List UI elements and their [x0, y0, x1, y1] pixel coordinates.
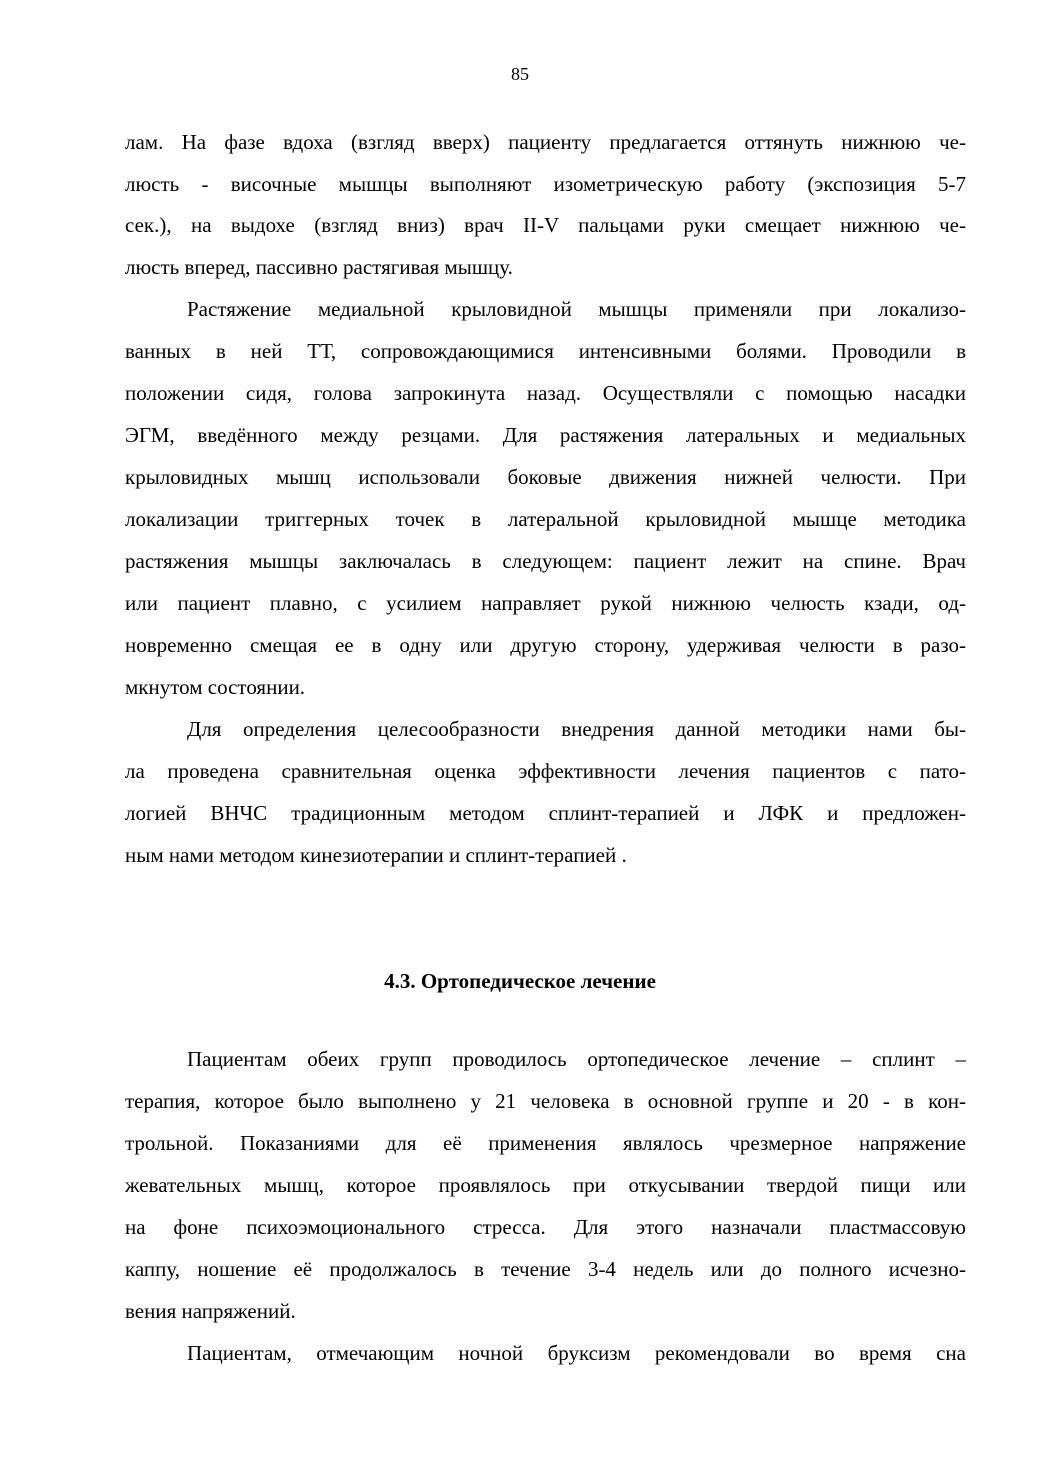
- section-paragraph-2-line-1: Пациентам, отмечающим ночной бруксизм рекомендовали во время сна: [187, 1341, 966, 1365]
- paragraph-3-line-2: ла проведена сравнительная оценка эффективности лечения пациентов с пато-: [125, 759, 966, 783]
- section-heading: 4.3. Ортопедическое лечение: [384, 969, 656, 993]
- section-paragraph-1-line-1: Пациентам обеих групп проводилось ортопедическое лечение – сплинт –: [187, 1047, 966, 1071]
- paragraph-2-line-3: положении сидя, голова запрокинута назад. Осуществляли с помощью насадки: [125, 381, 966, 405]
- paragraph-2-line-7: растяжения мышцы заключалась в следующем: пациент лежит на спине. Врач: [125, 549, 966, 573]
- paragraph-2-line-4: ЭГМ, введённого между резцами. Для растяжения латеральных и медиальных: [125, 423, 966, 447]
- paragraph-2-line-6: локализации триггерных точек в латеральной крыловидной мышце методика: [125, 507, 966, 531]
- paragraph-3-line-4: ным нами методом кинезиотерапии и сплинт-терапией .: [125, 843, 627, 867]
- paragraph-2-line-9: новременно смещая ее в одну или другую сторону, удерживая челюсти в разо-: [125, 633, 966, 657]
- section-paragraph-1-line-4: жевательных мышц, которое проявлялось при откусывании твердой пищи или: [125, 1173, 966, 1197]
- page-number: 85: [511, 64, 529, 84]
- paragraph-1-line-4: люсть вперед, пассивно растягивая мышцу.: [125, 255, 513, 279]
- paragraph-3-line-1: Для определения целесообразности внедрения данной методики нами бы-: [187, 717, 966, 741]
- section-paragraph-1-line-3: трольной. Показаниями для её применения являлось чрезмерное напряжение: [125, 1131, 966, 1155]
- paragraph-1-line-3: сек.), на выдохе (взгляд вниз) врач II-V пальцами руки смещает нижнюю че-: [125, 213, 966, 237]
- section-paragraph-1-line-2: терапия, которое было выполнено у 21 человека в основной группе и 20 - в кон-: [125, 1089, 966, 1113]
- paragraph-3-line-3: логией ВНЧС традиционным методом сплинт-терапией и ЛФК и предложен-: [125, 801, 966, 825]
- section-paragraph-1-line-6: каппу, ношение её продолжалось в течение 3-4 недель или до полного исчезно-: [125, 1257, 966, 1281]
- section-paragraph-1-line-5: на фоне психоэмоционального стресса. Для этого назначали пластмассовую: [125, 1215, 966, 1239]
- paragraph-1-line-2: люсть - височные мышцы выполняют изометрическую работу (экспозиция 5-7: [125, 172, 966, 196]
- section-paragraph-1-line-7: вения напряжений.: [125, 1299, 296, 1323]
- paragraph-2-line-2: ванных в ней ТТ, сопровождающимися интенсивными болями. Проводили в: [125, 339, 966, 363]
- paragraph-2-line-8: или пациент плавно, с усилием направляет рукой нижнюю челюсть кзади, од-: [125, 591, 966, 615]
- paragraph-2-line-1: Растяжение медиальной крыловидной мышцы применяли при локализо-: [187, 297, 966, 321]
- paragraph-2-line-10: мкнутом состоянии.: [125, 675, 306, 699]
- paragraph-1-line-1: лам. На фазе вдоха (взгляд вверх) пациенту предлагается оттянуть нижнюю че-: [125, 130, 966, 154]
- paragraph-2-line-5: крыловидных мышц использовали боковые движения нижней челюсти. При: [125, 465, 966, 489]
